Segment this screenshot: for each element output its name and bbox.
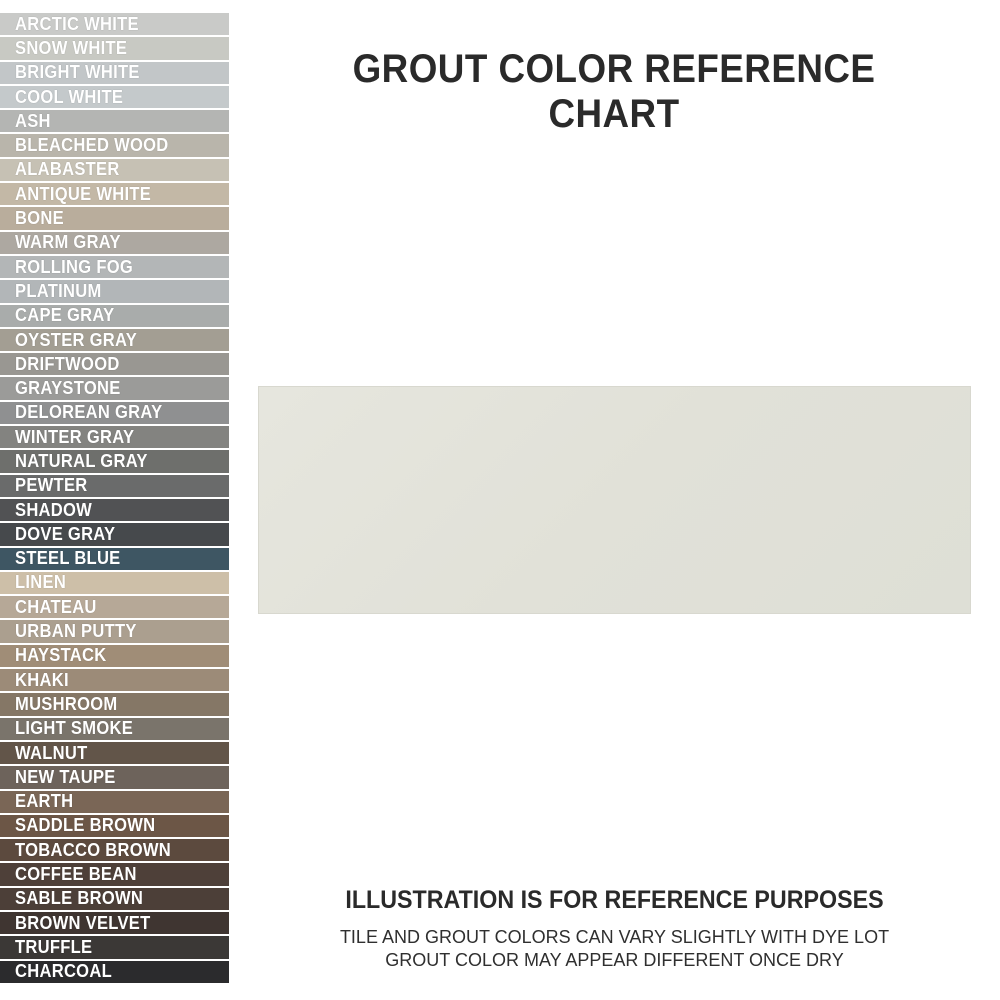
dye-lot-disclaimer: TILE AND GROUT COLORS CAN VARY SLIGHTLY WITH DYE LOT [339, 927, 890, 947]
swatch-label: LIGHT SMOKE [15, 718, 134, 739]
grout-swatch-charcoal[interactable] [0, 961, 229, 983]
grout-swatch-antique-white[interactable] [0, 183, 229, 205]
swatch-label: CHATEAU [15, 596, 97, 617]
grout-swatch-sable-brown[interactable] [0, 888, 229, 910]
grout-swatch-haystack[interactable] [0, 645, 229, 667]
reference-notice-heading: ILLUSTRATION IS FOR REFERENCE PURPOSES [345, 886, 884, 914]
grout-swatch-ash[interactable] [0, 110, 229, 132]
swatch-label: BROWN VELVET [15, 912, 151, 933]
grout-swatch-saddle-brown[interactable] [0, 815, 229, 837]
swatch-label: BLEACHED WOOD [15, 135, 169, 156]
grout-swatch-shadow[interactable] [0, 499, 229, 521]
grout-swatch-pewter[interactable] [0, 475, 229, 497]
dry-color-disclaimer: GROUT COLOR MAY APPEAR DIFFERENT ONCE DRY [385, 950, 844, 970]
grout-swatch-natural-gray[interactable] [0, 450, 229, 472]
swatch-label: STEEL BLUE [15, 548, 121, 569]
swatch-label: ANTIQUE WHITE [15, 183, 152, 204]
swatch-label: WALNUT [15, 742, 88, 763]
grout-swatch-steel-blue[interactable] [0, 548, 229, 570]
grout-swatch-khaki[interactable] [0, 669, 229, 691]
grout-swatch-driftwood[interactable] [0, 353, 229, 375]
swatch-label: ASH [15, 110, 51, 131]
grout-swatch-bright-white[interactable] [0, 62, 229, 84]
swatch-label: OYSTER GRAY [15, 329, 138, 350]
swatch-label: DOVE GRAY [15, 523, 116, 544]
swatch-label: SHADOW [15, 499, 93, 520]
grout-swatch-light-smoke[interactable] [0, 718, 229, 740]
swatch-label: SADDLE BROWN [15, 815, 156, 836]
grout-swatch-arctic-white[interactable] [0, 13, 229, 35]
swatch-label: ROLLING FOG [15, 256, 134, 277]
swatch-label: NATURAL GRAY [15, 450, 148, 471]
swatch-label: TOBACCO BROWN [15, 839, 171, 860]
grout-swatch-winter-gray[interactable] [0, 426, 229, 448]
grout-swatch-rolling-fog[interactable] [0, 256, 229, 278]
swatch-label: URBAN PUTTY [15, 621, 137, 642]
grout-swatch-mushroom[interactable] [0, 693, 229, 715]
grout-swatch-bleached-wood[interactable] [0, 134, 229, 156]
swatch-label: PEWTER [15, 475, 88, 496]
swatch-label: BRIGHT WHITE [15, 62, 140, 83]
grout-swatch-brown-velvet[interactable] [0, 912, 229, 934]
swatch-label: ALABASTER [15, 159, 120, 180]
swatch-label: TRUFFLE [15, 936, 93, 957]
swatch-label: KHAKI [15, 669, 69, 690]
grout-swatch-oyster-gray[interactable] [0, 329, 229, 351]
grout-swatch-alabaster[interactable] [0, 159, 229, 181]
grout-swatch-new-taupe[interactable] [0, 766, 229, 788]
grout-swatch-truffle[interactable] [0, 936, 229, 958]
tile-grout-preview [258, 386, 971, 614]
swatch-label: MUSHROOM [15, 693, 118, 714]
swatch-label: NEW TAUPE [15, 766, 116, 787]
swatch-label: CAPE GRAY [15, 305, 115, 326]
swatch-label: COOL WHITE [15, 86, 124, 107]
grout-swatch-earth[interactable] [0, 791, 229, 813]
swatch-label: ARCTIC WHITE [15, 13, 139, 34]
grout-swatch-walnut[interactable] [0, 742, 229, 764]
grout-swatch-coffee-bean[interactable] [0, 863, 229, 885]
grout-swatch-warm-gray[interactable] [0, 232, 229, 254]
swatch-label: HAYSTACK [15, 645, 107, 666]
swatch-label: CHARCOAL [15, 961, 112, 982]
swatch-label: COFFEE BEAN [15, 864, 137, 885]
grout-swatch-platinum[interactable] [0, 280, 229, 302]
grout-swatch-tobacco-brown[interactable] [0, 839, 229, 861]
grout-swatch-dove-gray[interactable] [0, 523, 229, 545]
swatch-label: GRAYSTONE [15, 378, 121, 399]
swatch-label: SABLE BROWN [15, 888, 144, 909]
grout-swatch-cape-gray[interactable] [0, 305, 229, 327]
swatch-label: SNOW WHITE [15, 37, 128, 58]
swatch-label: BONE [15, 208, 64, 229]
chart-title: GROUT COLOR REFERENCE CHART [352, 47, 876, 136]
swatch-label: DELOREAN GRAY [15, 402, 163, 423]
grout-swatch-chateau[interactable] [0, 596, 229, 618]
grout-swatch-cool-white[interactable] [0, 86, 229, 108]
swatch-label: WARM GRAY [15, 232, 121, 253]
swatch-label: PLATINUM [15, 280, 102, 301]
swatch-label: LINEN [15, 572, 67, 593]
swatch-label: DRIFTWOOD [15, 353, 120, 374]
grout-swatch-delorean-gray[interactable] [0, 402, 229, 424]
grout-swatch-urban-putty[interactable] [0, 620, 229, 642]
grout-swatch-bone[interactable] [0, 207, 229, 229]
swatch-label: WINTER GRAY [15, 426, 135, 447]
grout-swatch-linen[interactable] [0, 572, 229, 594]
grout-swatch-graystone[interactable] [0, 377, 229, 399]
grout-color-swatch-list [0, 13, 229, 985]
grout-swatch-snow-white[interactable] [0, 37, 229, 59]
swatch-label: EARTH [15, 791, 74, 812]
